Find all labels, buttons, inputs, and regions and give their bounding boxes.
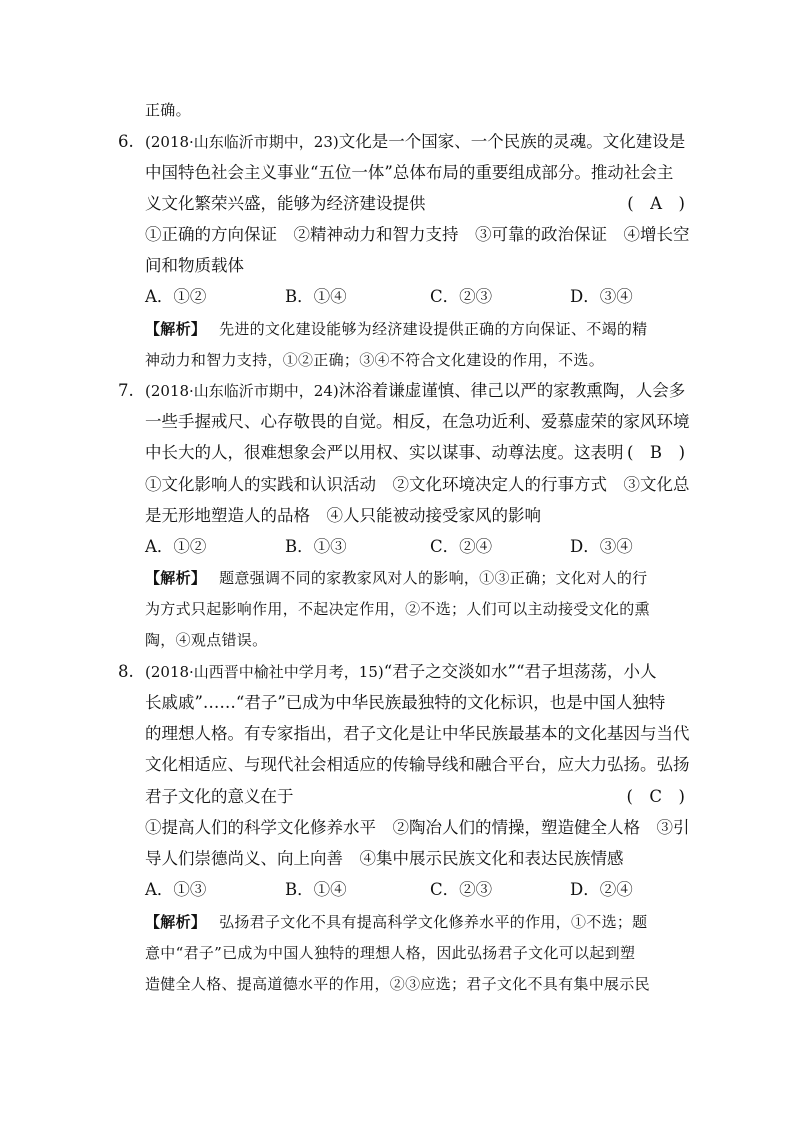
stem-text: 文化是一个国家、一个民族的灵魂。文化建设是 [338,132,686,151]
question-7-stem [145,380,685,402]
question-source: (2018·山东临沂市期中，24) [145,382,339,400]
option-c[interactable]: C．②④ [430,537,493,556]
question-number: 6. [118,132,134,151]
stem-text: 中国特色社会主义事业“五位一体”总体布局的重要组成部分。推动社会主 [145,163,674,182]
stem-text: “君子之交淡如水”“君子坦荡荡，小人 [383,662,657,681]
explanation-text: 先进的文化建设能够为经济建设提供正确的方向保证、不竭的精 [219,320,648,338]
question-number: 8. [118,662,134,681]
question-source: (2018·山东临沂市期中，23) [145,133,339,151]
question-6-stem [145,131,685,153]
question-number: 7. [118,381,134,400]
answer-bracket: ( A ) [627,194,685,213]
options-row [145,286,685,308]
stem-line-with-answer [145,193,685,215]
explanation-text: 神动力和智力支持，①②正确；③④不符合文化建设的作用，不选。 [145,351,605,369]
explanation-text: 陶，④观点错误。 [145,631,268,649]
explanation [145,567,685,589]
explanation-text: 意中“君子”已成为中国人独特的理想人格，因此弘扬君子文化可以起到塑 [145,944,636,962]
stem-text: 一些手握戒尺、心存敬畏的自觉。相反，在急功近利、爱慕虚荣的家风环境 [145,412,690,431]
answer-bracket: ( B ) [627,443,685,462]
answer-bracket: ( C ) [626,787,685,806]
option-b[interactable]: B．①④ [285,880,347,899]
stem-line-with-answer [145,786,685,808]
option-a[interactable]: A．①② [145,287,207,306]
option-d[interactable]: D．②④ [570,880,633,899]
explanation-text: 弘扬君子文化不具有提高科学文化修养水平的作用，①不选；题 [219,913,648,931]
statement-list: ①正确的方向保证 ②精神动力和智力支持 ③可靠的政治保证 ④增长空 [145,225,690,244]
options-row [145,536,685,558]
option-d[interactable]: D．③④ [570,287,633,306]
explanation-text: 造健全人格、提高道德水平的作用，②③应选；君子文化不具有集中展示民 [145,975,650,993]
explanation-tag: 【解析】 [145,569,199,587]
statement-list: 是无形地塑造人的品格 ④人只能被动接受家风的影响 [145,506,541,525]
option-d[interactable]: D．③④ [570,537,633,556]
continuation-text: 正确。 [145,101,191,119]
explanation [145,318,685,340]
question-source: (2018·山西晋中榆社中学月考，15) [145,663,384,681]
statement-list: ①文化影响人的实践和认识活动 ②文化环境决定人的行事方式 ③文化总 [145,475,690,494]
stem-line-with-answer [145,442,685,464]
stem-text: 文化相适应、与现代社会相适应的传输导线和融合平台，应大力弘扬。弘扬 [145,755,690,774]
option-c[interactable]: C．②③ [430,287,493,306]
stem-text: 义文化繁荣兴盛，能够为经济建设提供 [145,194,426,213]
statement-list: 间和物质载体 [145,256,244,275]
question-8-stem [145,661,685,683]
option-a[interactable]: A．①③ [145,880,207,899]
stem-text: 中长大的人，很难想象会严以用权、实以谋事、动尊法度。这表明 [145,443,624,462]
option-a[interactable]: A．①② [145,537,207,556]
explanation [145,911,685,933]
option-b[interactable]: B．①③ [285,537,347,556]
statement-list: ①提高人们的科学文化修养水平 ②陶冶人们的情操，塑造健全人格 ③引 [145,818,690,837]
explanation-tag: 【解析】 [145,913,199,931]
stem-text: 长戚戚”……“君子”已成为中华民族最独特的文化标识，也是中国人独特 [145,693,666,712]
option-b[interactable]: B．①④ [285,287,347,306]
stem-text: 的理想人格。有专家指出，君子文化是让中华民族最基本的文化基因与当代 [145,724,690,743]
statement-list: 导人们崇德尚义、向上向善 ④集中展示民族文化和表达民族情感 [145,849,624,868]
stem-text: 沐浴着谦虚谨慎、律己以严的家教熏陶，人会多 [338,381,686,400]
explanation-text: 题意强调不同的家教家风对人的影响，①③正确；文化对人的行 [219,569,648,587]
option-c[interactable]: C．②③ [430,880,493,899]
options-row [145,879,685,901]
explanation-tag: 【解析】 [145,320,199,338]
explanation-text: 为方式只起影响作用，不起决定作用，②不选；人们可以主动接受文化的熏 [145,600,650,618]
stem-text: 君子文化的意义在于 [145,787,294,806]
